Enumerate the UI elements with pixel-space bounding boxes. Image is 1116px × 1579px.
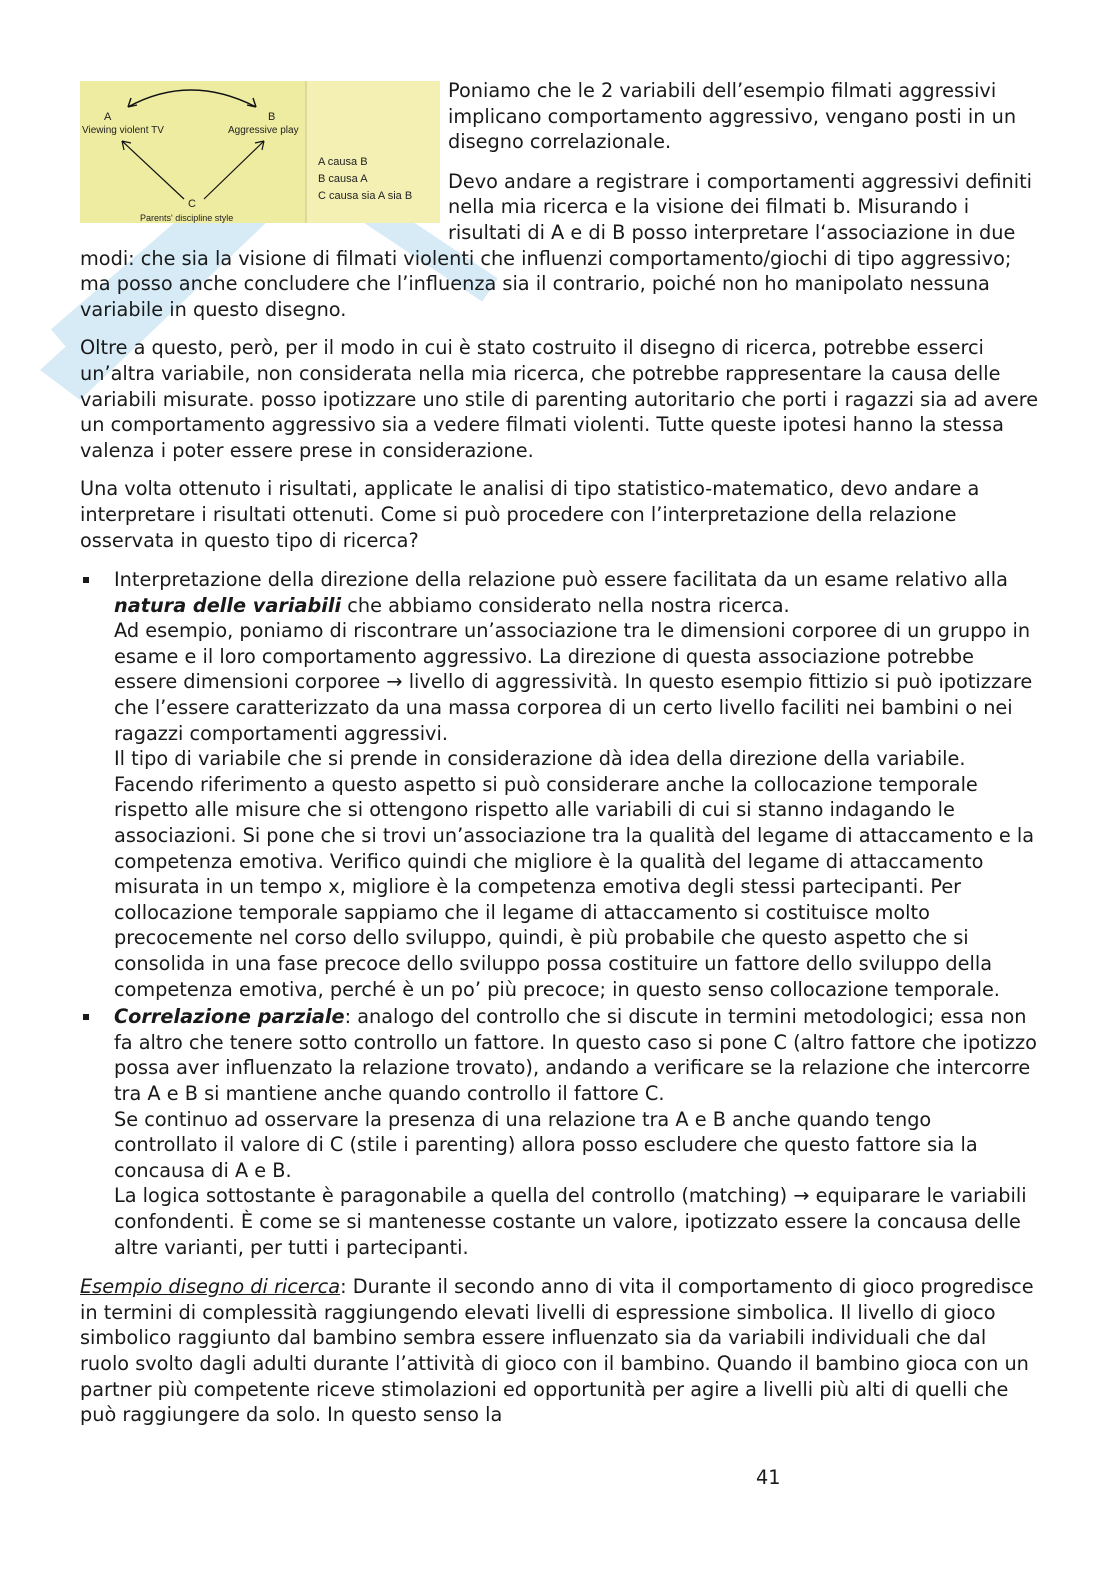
bullet2-logic-post: equiparare le variabili confondenti. È come se si mantenesse costante un valore, ipotizzato essere la concausa delle altre varianti, per tutti i partecipanti. bbox=[114, 1184, 1027, 1259]
right-arrow-icon: → bbox=[386, 670, 403, 694]
bullet2-text-2: Se continuo ad osservare la presenza di una relazione tra A e B anche quando tengo controllato il valore di C (stile i parenting) allora posso escludere che questo fattore sia la concausa di A e B. bbox=[114, 1107, 978, 1182]
node-a-caption: Viewing violent TV bbox=[82, 125, 164, 136]
paragraph-interpretation: Una volta ottenuto i risultati, applicate le analisi di tipo statistico-matematico, devo andare a interpretare i risultati ottenuti. Come si può procedere con l’interpretazione della relazione osservata in questo tipo di ricerca? bbox=[80, 477, 980, 552]
node-b-caption: Aggressive play bbox=[228, 125, 299, 136]
bullet-item-correlazione-parziale bbox=[80, 1004, 1040, 1260]
bullet1-example-pre: Ad esempio, poniamo di riscontrare un’associazione tra le dimensioni corporee di un gruppo in esame e il loro comportamento aggressivo. La direzione di questa associazione potrebbe essere dimensioni corporee bbox=[114, 619, 1031, 694]
node-c-caption: Parents' discipline style bbox=[140, 213, 234, 223]
node-c-label: C bbox=[188, 198, 196, 210]
example-text: : Durante il secondo anno di vita il comportamento di gioco progredisce in termini di complessità raggiungendo elevati livelli di espressione simbolica. Il livello di gioco simbolico raggiunto dal bambino sembra essere influenzato sia da variabili individuali che dal ruolo svolto dagli adulti durante l’attività di gioco con il bambino. Quando il bambino gioca con un partner più competente riceve stimolazioni ed opportunità per agire a livelli più alti di quelli che può raggiungere da solo. In questo senso la bbox=[80, 1275, 1034, 1427]
right-arrow-icon: → bbox=[793, 1184, 810, 1208]
intro-paragraph bbox=[80, 78, 1040, 223]
bullet1-text-pre: Interpretazione della direzione della relazione può essere facilitata da un esame relativo alla bbox=[114, 568, 1008, 592]
bullet2-logic-pre: La logica sottostante è paragonabile a quella del controllo (matching) bbox=[114, 1184, 794, 1208]
intro-line1: Poniamo che le 2 variabili dell’esempio filmati aggressivi implicano comportamento aggressivo, vengano posti in un disegno correlazionale. bbox=[448, 79, 1017, 154]
example-label: Esempio disegno di ricerca bbox=[80, 1275, 341, 1299]
page-number: 41 bbox=[756, 1466, 781, 1489]
legend-item-1: A causa B bbox=[318, 156, 368, 168]
bullet1-example-post: livello di aggressività. In questo esempio fittizio si può ipotizzare che l’essere caratterizzato da una massa corporea di un certo livello faciliti nei bambini o nei ragazzi comportamenti aggressivi. bbox=[114, 670, 1033, 745]
bullet1-temporal-text: Il tipo di variabile che si prende in considerazione dà idea della direzione della variabile. Facendo riferimento a questo aspetto si può considerare anche la collocazione temporale rispetto alle misure che si ottengono rispetto alle variabili di cui si stanno indagando le associazioni. Si pone che si trovi un’associazione tra la qualità del legame di attaccamento e la competenza emotiva. Verifico quindi che migliore è la qualità del legame di attaccamento misurata in un tempo x, migliore è la competenza emotiva degli stessi partecipanti. Per collocazione temporale sappiamo che il legame di attaccamento si costituisce molto precocemente nel corso dello sviluppo, quindi, è più probabile che questo aspetto che si consolida in una fase precoce dello sviluppo possa costituire un fattore dello sviluppo della competenza emotiva, perché è un po’ più precoce; in questo senso collocazione temporale. bbox=[114, 747, 1035, 1001]
bullet-item-natura-variabili bbox=[80, 567, 1040, 1002]
bullet2-bold-term: Correlazione parziale bbox=[114, 1005, 345, 1029]
bullet1-text-post: che abbiamo considerato nella nostra ricerca. bbox=[341, 593, 790, 617]
causal-diagram bbox=[80, 81, 440, 223]
legend-item-3: C causa sia A sia B bbox=[318, 190, 413, 202]
bullet-list bbox=[80, 567, 1040, 1260]
bullet2-text: : analogo del controllo che si discute in termini metodologici; essa non fa altro che tenere sotto controllo un fattore. In questo caso si pone C (altro fattore che ipotizzo possa aver influenzato la relazione trovato), andando a verificare se la relazione che intercorre tra A e B si mantiene anche quando controllo il fattore C. bbox=[114, 1005, 1037, 1105]
intro-paragraph-2: Devo andare a registrare i comportamenti aggressivi definiti nella mia ricerca e la visione dei filmati b. Misurando i risultati di A e di B posso interpretare l‘associazione in due modi: che sia la visione di filmati violenti che influenzi comportamento/giochi di tipo aggressivo; ma posso anche concludere che l’influenza sia il contrario, poiché non ho manipolato nessuna variabile in questo disegno. bbox=[80, 169, 1033, 321]
paragraph-confound: Oltre a questo, però, per il modo in cui è stato costruito il disegno di ricerca, potrebbe esserci un’altra variabile, non considerata nella mia ricerca, che potrebbe rappresentare la causa delle variabili misurate. posso ipotizzare uno stile di parenting autoritario che porti i ragazzi sia ad avere un comportamento aggressivo sia a vedere filmati violenti. Tutte queste ipotesi hanno la stessa valenza i poter essere prese in considerazione. bbox=[80, 336, 1039, 462]
causal-diagram-figure bbox=[80, 81, 440, 223]
legend-item-2: B causa A bbox=[318, 173, 368, 185]
node-a-label: A bbox=[104, 111, 112, 123]
example-paragraph bbox=[80, 1274, 1040, 1428]
document-page bbox=[80, 78, 1040, 1428]
bullet1-bold-term: natura delle variabili bbox=[114, 593, 342, 617]
node-b-label: B bbox=[268, 111, 276, 123]
